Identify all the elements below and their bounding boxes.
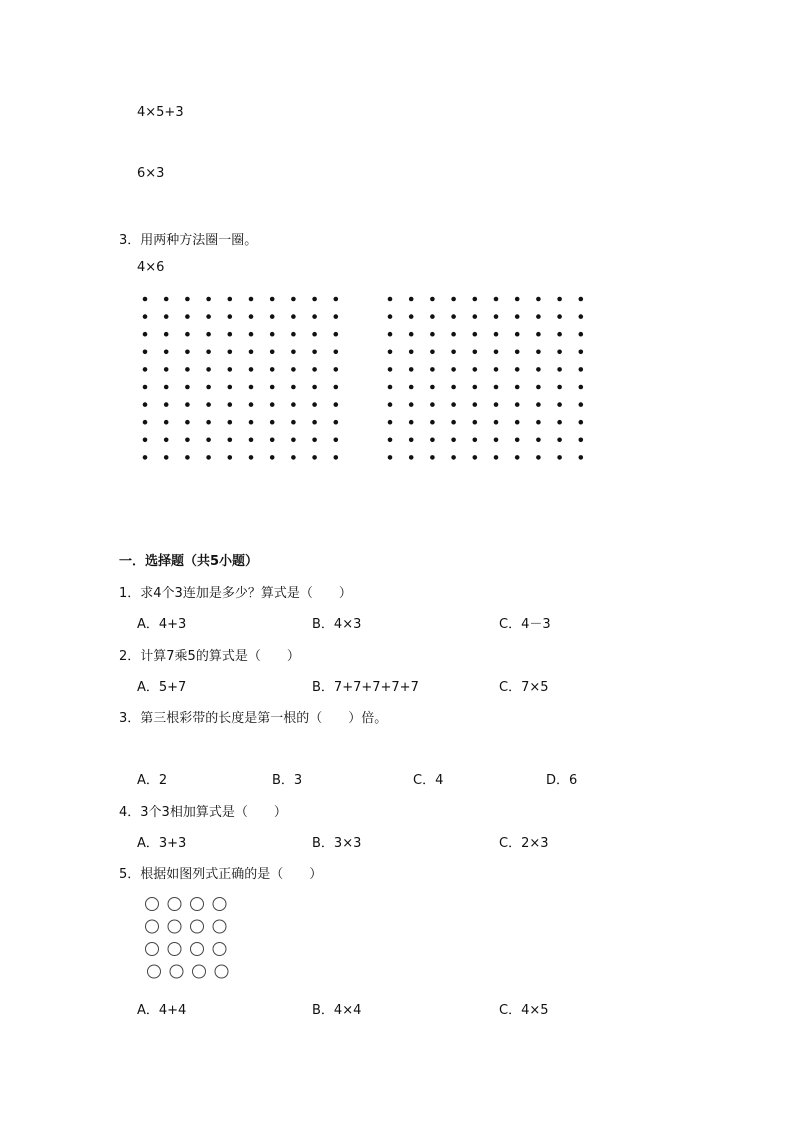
grid-dot — [388, 438, 393, 443]
question-5-option-a[interactable]: A．4+4 — [137, 1003, 187, 1018]
question-3-stem: 3．第三根彩带的长度是第一根的（ ）倍。 — [119, 711, 388, 726]
grid-dot — [430, 385, 435, 390]
grid-dot — [536, 314, 541, 319]
grid-dot — [185, 385, 190, 390]
grid-dot — [206, 385, 211, 390]
figure-circle — [146, 898, 159, 911]
grid-dot — [557, 332, 562, 337]
grid-dot — [206, 438, 211, 443]
grid-dot — [185, 297, 190, 302]
grid-dot — [270, 438, 275, 443]
grid-dot — [228, 332, 233, 337]
grid-dot — [494, 297, 499, 302]
grid-dot — [430, 402, 435, 407]
figure-circle — [193, 965, 206, 978]
grid-dot — [536, 367, 541, 372]
grid-dot — [164, 438, 169, 443]
grid-dot — [228, 438, 233, 443]
grid-dot — [249, 367, 254, 372]
grid-dot — [473, 402, 478, 407]
grid-dot — [312, 314, 317, 319]
question-2-option-b[interactable]: B．7+7+7+7+7 — [312, 680, 419, 695]
grid-dot — [536, 455, 541, 460]
grid-dot — [164, 385, 169, 390]
grid-dot — [494, 455, 499, 460]
grid-dot — [206, 350, 211, 355]
grid-dot — [579, 297, 584, 302]
q3-expression: 4×6 — [137, 260, 165, 275]
grid-dot — [388, 455, 393, 460]
grid-dot — [185, 314, 190, 319]
grid-dot — [164, 297, 169, 302]
grid-dot — [164, 350, 169, 355]
grid-dot — [473, 438, 478, 443]
grid-dot — [143, 350, 148, 355]
grid-dot — [515, 385, 520, 390]
figure-circle — [215, 965, 228, 978]
grid-dot — [249, 350, 254, 355]
grid-dot — [249, 402, 254, 407]
grid-dot — [291, 350, 296, 355]
figure-circle — [213, 943, 226, 956]
grid-dot — [185, 438, 190, 443]
question-2-stem: 2．计算7乘5的算式是（ ） — [119, 649, 300, 664]
grid-dot — [388, 402, 393, 407]
grid-dot — [249, 455, 254, 460]
question-1-option-c[interactable]: C．4－3 — [499, 617, 551, 632]
grid-dot — [430, 367, 435, 372]
grid-dot — [557, 438, 562, 443]
figure-circle — [213, 898, 226, 911]
grid-dot — [409, 367, 414, 372]
grid-dot — [388, 385, 393, 390]
grid-dot — [515, 297, 520, 302]
grid-dot — [206, 402, 211, 407]
grid-dot — [249, 332, 254, 337]
grid-dot — [249, 420, 254, 425]
question-4-stem: 4．3个3相加算式是（ ） — [119, 805, 287, 820]
question-3-option-c[interactable]: C．4 — [413, 773, 444, 788]
question-3-option-b[interactable]: B．3 — [272, 773, 303, 788]
grid-dot — [430, 455, 435, 460]
figure-circle — [168, 920, 181, 933]
question-4-option-b[interactable]: B．3×3 — [312, 836, 362, 851]
grid-dot — [579, 350, 584, 355]
grid-dot — [536, 385, 541, 390]
grid-dot — [388, 314, 393, 319]
grid-dot — [334, 402, 339, 407]
grid-dot — [515, 402, 520, 407]
grid-dot — [473, 367, 478, 372]
grid-dot — [536, 420, 541, 425]
grid-dot — [334, 350, 339, 355]
grid-dot — [579, 438, 584, 443]
grid-dot — [473, 297, 478, 302]
grid-dot — [515, 420, 520, 425]
expression-1: 4×5+3 — [137, 105, 184, 120]
grid-dot — [409, 297, 414, 302]
grid-dot — [515, 332, 520, 337]
question-3-option-d[interactable]: D．6 — [546, 773, 578, 788]
grid-dot — [579, 332, 584, 337]
dot-grid-right — [383, 291, 593, 461]
grid-dot — [515, 367, 520, 372]
grid-dot — [579, 385, 584, 390]
grid-dot — [409, 385, 414, 390]
grid-dot — [409, 438, 414, 443]
grid-dot — [206, 455, 211, 460]
grid-dot — [228, 402, 233, 407]
circle-grid-figure — [138, 892, 244, 986]
figure-circle — [191, 898, 204, 911]
grid-dot — [334, 385, 339, 390]
section-heading: 一．选择题（共5小题） — [119, 554, 259, 569]
figure-circle — [146, 943, 159, 956]
question-1-option-b[interactable]: B．4×3 — [312, 617, 362, 632]
grid-dot — [409, 402, 414, 407]
grid-dot — [494, 350, 499, 355]
grid-dot — [430, 350, 435, 355]
grid-dot — [185, 367, 190, 372]
grid-dot — [291, 332, 296, 337]
grid-dot — [473, 420, 478, 425]
figure-circle — [170, 965, 183, 978]
grid-dot — [557, 420, 562, 425]
grid-dot — [143, 438, 148, 443]
grid-dot — [451, 314, 456, 319]
grid-dot — [409, 350, 414, 355]
grid-dot — [164, 332, 169, 337]
grid-dot — [557, 314, 562, 319]
grid-dot — [312, 438, 317, 443]
grid-dot — [494, 314, 499, 319]
grid-dot — [451, 402, 456, 407]
grid-dot — [388, 367, 393, 372]
grid-dot — [409, 455, 414, 460]
grid-dot — [557, 297, 562, 302]
grid-dot — [334, 297, 339, 302]
grid-dot — [270, 297, 275, 302]
grid-dot — [206, 314, 211, 319]
grid-dot — [388, 350, 393, 355]
grid-dot — [494, 420, 499, 425]
dot-grid-left — [138, 291, 348, 461]
figure-circle — [191, 920, 204, 933]
grid-dot — [228, 314, 233, 319]
grid-dot — [409, 332, 414, 337]
grid-dot — [291, 385, 296, 390]
grid-dot — [579, 402, 584, 407]
grid-dot — [270, 402, 275, 407]
grid-dot — [515, 455, 520, 460]
grid-dot — [473, 350, 478, 355]
grid-dot — [206, 367, 211, 372]
grid-dot — [579, 420, 584, 425]
grid-dot — [430, 438, 435, 443]
grid-dot — [579, 314, 584, 319]
grid-dot — [270, 455, 275, 460]
grid-dot — [334, 332, 339, 337]
grid-dot — [206, 297, 211, 302]
question-3-option-a[interactable]: A．2 — [137, 773, 168, 788]
grid-dot — [270, 332, 275, 337]
grid-dot — [579, 455, 584, 460]
grid-dot — [249, 314, 254, 319]
grid-dot — [536, 297, 541, 302]
grid-dot — [557, 455, 562, 460]
grid-dot — [312, 297, 317, 302]
figure-circle — [168, 943, 181, 956]
figure-circle — [168, 898, 181, 911]
grid-dot — [291, 402, 296, 407]
figure-circle — [146, 920, 159, 933]
grid-dot — [312, 420, 317, 425]
grid-dot — [291, 420, 296, 425]
grid-dot — [249, 438, 254, 443]
grid-dot — [164, 455, 169, 460]
grid-dot — [164, 314, 169, 319]
grid-dot — [557, 367, 562, 372]
grid-dot — [451, 455, 456, 460]
expression-2: 6×3 — [137, 166, 165, 181]
grid-dot — [270, 367, 275, 372]
q3-title: 3．用两种方法圈一圈。 — [119, 233, 258, 248]
grid-dot — [185, 455, 190, 460]
grid-dot — [451, 438, 456, 443]
grid-dot — [557, 385, 562, 390]
figure-circle — [148, 965, 161, 978]
grid-dot — [451, 297, 456, 302]
question-5-stem: 5．根据如图列式正确的是（ ） — [119, 867, 323, 882]
grid-dot — [334, 455, 339, 460]
question-5-option-b[interactable]: B．4×4 — [312, 1003, 362, 1018]
grid-dot — [228, 385, 233, 390]
grid-dot — [515, 438, 520, 443]
grid-dot — [185, 402, 190, 407]
grid-dot — [143, 367, 148, 372]
question-1-stem: 1．求4个3连加是多少？算式是（ ） — [119, 586, 352, 601]
grid-dot — [291, 297, 296, 302]
grid-dot — [557, 402, 562, 407]
grid-dot — [291, 367, 296, 372]
grid-dot — [334, 420, 339, 425]
grid-dot — [312, 402, 317, 407]
grid-dot — [494, 438, 499, 443]
question-4-option-a[interactable]: A．3+3 — [137, 836, 187, 851]
grid-dot — [536, 438, 541, 443]
grid-dot — [451, 385, 456, 390]
grid-dot — [430, 332, 435, 337]
grid-dot — [473, 332, 478, 337]
grid-dot — [249, 297, 254, 302]
grid-dot — [291, 438, 296, 443]
grid-dot — [494, 402, 499, 407]
grid-dot — [579, 367, 584, 372]
grid-dot — [312, 332, 317, 337]
grid-dot — [451, 420, 456, 425]
grid-dot — [409, 420, 414, 425]
grid-dot — [164, 402, 169, 407]
grid-dot — [291, 455, 296, 460]
question-1-option-a[interactable]: A．4+3 — [137, 617, 187, 632]
grid-dot — [451, 350, 456, 355]
grid-dot — [228, 455, 233, 460]
grid-dot — [536, 332, 541, 337]
grid-dot — [228, 297, 233, 302]
grid-dot — [494, 367, 499, 372]
grid-dot — [312, 385, 317, 390]
grid-dot — [388, 420, 393, 425]
grid-dot — [228, 350, 233, 355]
grid-dot — [334, 438, 339, 443]
grid-dot — [270, 420, 275, 425]
grid-dot — [164, 420, 169, 425]
grid-dot — [451, 332, 456, 337]
grid-dot — [473, 385, 478, 390]
grid-dot — [312, 367, 317, 372]
grid-dot — [228, 420, 233, 425]
question-2-option-c[interactable]: C．7×5 — [499, 680, 549, 695]
grid-dot — [185, 332, 190, 337]
grid-dot — [557, 350, 562, 355]
grid-dot — [494, 332, 499, 337]
grid-dot — [451, 367, 456, 372]
grid-dot — [334, 314, 339, 319]
grid-dot — [515, 314, 520, 319]
grid-dot — [249, 385, 254, 390]
question-2-option-a[interactable]: A．5+7 — [137, 680, 187, 695]
question-4-option-c[interactable]: C．2×3 — [499, 836, 549, 851]
grid-dot — [494, 385, 499, 390]
grid-dot — [143, 297, 148, 302]
grid-dot — [143, 314, 148, 319]
grid-dot — [312, 350, 317, 355]
grid-dot — [515, 350, 520, 355]
figure-circle — [213, 920, 226, 933]
grid-dot — [143, 455, 148, 460]
grid-dot — [312, 455, 317, 460]
grid-dot — [430, 297, 435, 302]
grid-dot — [430, 420, 435, 425]
grid-dot — [430, 314, 435, 319]
grid-dot — [473, 314, 478, 319]
grid-dot — [143, 402, 148, 407]
grid-dot — [473, 455, 478, 460]
grid-dot — [270, 314, 275, 319]
grid-dot — [388, 332, 393, 337]
grid-dot — [185, 420, 190, 425]
grid-dot — [206, 332, 211, 337]
question-5-option-c[interactable]: C．4×5 — [499, 1003, 549, 1018]
grid-dot — [185, 350, 190, 355]
grid-dot — [536, 350, 541, 355]
grid-dot — [388, 297, 393, 302]
grid-dot — [270, 350, 275, 355]
grid-dot — [143, 332, 148, 337]
grid-dot — [143, 385, 148, 390]
grid-dot — [291, 314, 296, 319]
grid-dot — [228, 367, 233, 372]
grid-dot — [270, 385, 275, 390]
grid-dot — [334, 367, 339, 372]
grid-dot — [206, 420, 211, 425]
grid-dot — [143, 420, 148, 425]
grid-dot — [536, 402, 541, 407]
figure-circle — [191, 943, 204, 956]
grid-dot — [164, 367, 169, 372]
grid-dot — [409, 314, 414, 319]
